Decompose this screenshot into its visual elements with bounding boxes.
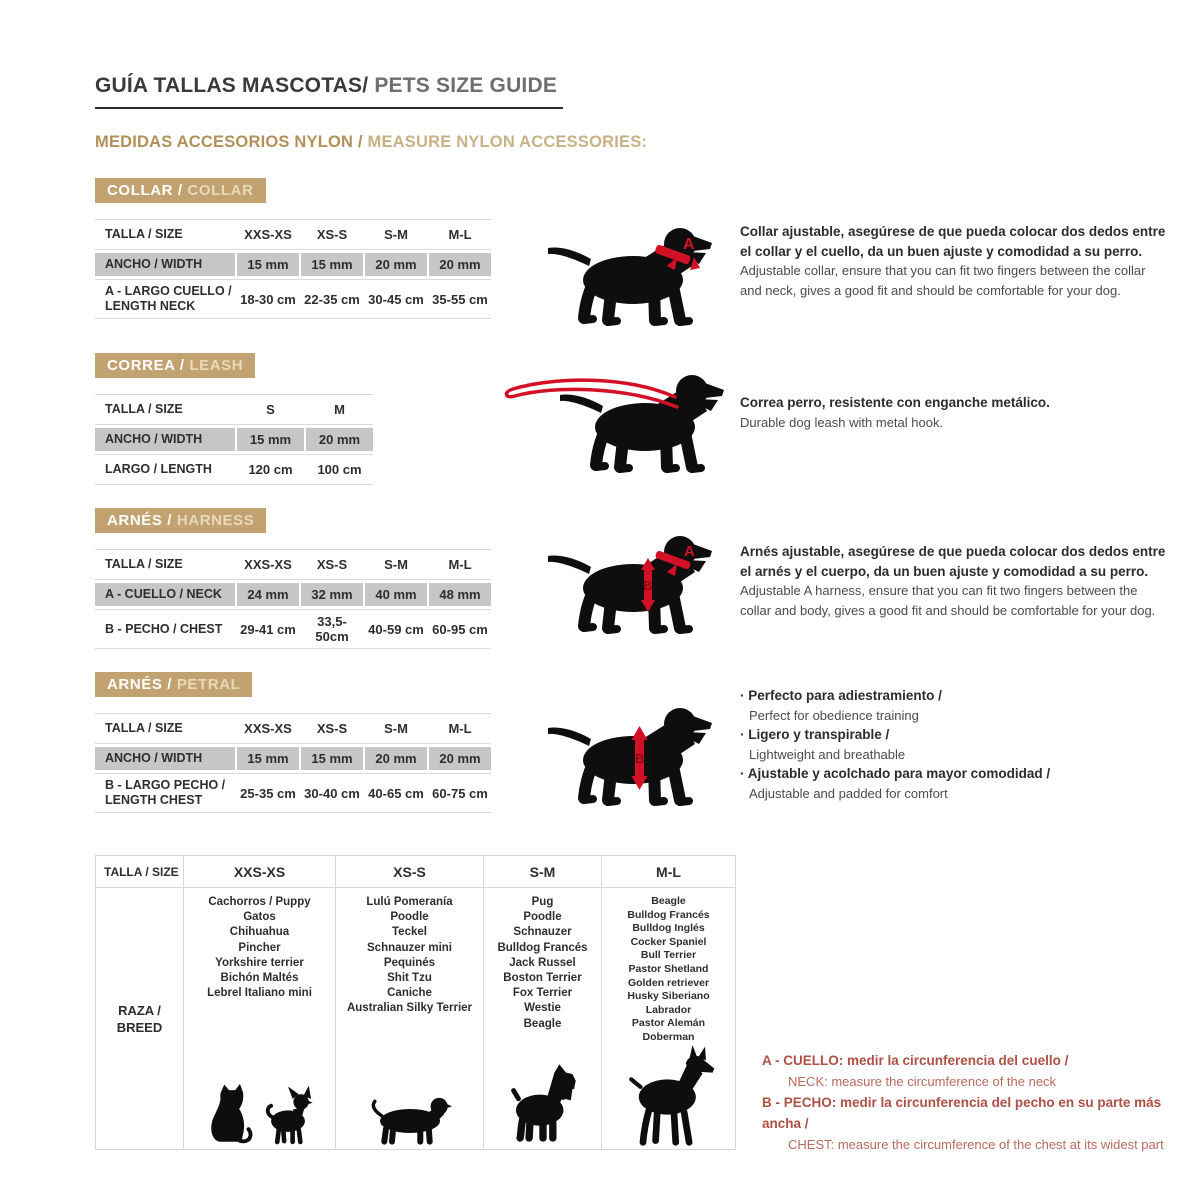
breed-item: Yorkshire terrier	[215, 956, 304, 969]
collar-size-table	[95, 219, 491, 319]
table-header-cell: XXS-XS	[244, 227, 292, 242]
section-harness	[95, 508, 1166, 666]
breeds-header-s-m: S-M	[483, 855, 601, 887]
table-row	[95, 425, 373, 455]
table-cell: 33,5-50cm	[315, 614, 349, 644]
svg-text:A: A	[683, 236, 695, 253]
dog-silhouette	[495, 365, 730, 480]
feature-item: · Ligero y transpirable / Lightweight and breathable	[740, 725, 1160, 764]
table-header-cell: TALLA / SIZE	[105, 227, 183, 241]
table-cell: 20 mm	[365, 747, 429, 770]
row-label: A - CUELLO / NECK	[95, 583, 237, 606]
footnote-b-en: CHEST: measure the circumference of the chest at its widest part	[788, 1137, 1164, 1152]
dog-leash-diagram	[495, 365, 730, 480]
badge-label-en: HARNESS	[176, 512, 255, 529]
breed-item: Westie	[524, 1002, 561, 1015]
breed-item: Pug	[531, 896, 554, 908]
table-cell: 60-75 cm	[432, 785, 488, 801]
breed-item: Lebrel Italiano mini	[207, 987, 312, 1000]
breed-item: Beagle	[523, 1017, 562, 1030]
breeds-cell-xxs-xs	[183, 887, 335, 1149]
breeds-cell-xs-s	[335, 887, 483, 1149]
page-title-es: GUÍA TALLAS MASCOTAS/	[95, 74, 369, 97]
doberman-silhouette	[620, 1045, 718, 1149]
table-cell: 40-65 cm	[368, 785, 424, 801]
breed-item: Bulldog Francés	[627, 908, 710, 921]
table-cell: 20 mm	[429, 253, 491, 276]
table-header-cell: TALLA / SIZE	[105, 721, 183, 735]
table-header-cell: TALLA / SIZE	[105, 402, 183, 416]
badge-label-es: ARNÉS /	[107, 512, 173, 529]
svg-text:B: B	[635, 751, 645, 766]
breed-item: Golden retriever	[627, 976, 710, 989]
leash-description	[740, 393, 1170, 432]
table-row	[95, 455, 373, 485]
chihuahua-silhouette	[260, 1085, 316, 1145]
table-header-row	[95, 549, 491, 580]
row-label: ANCHO / WIDTH	[95, 747, 237, 770]
table-header-cell: M	[334, 402, 345, 417]
page-subtitle-en: MEASURE NYLON ACCESSORIES:	[367, 133, 648, 151]
breeds-header-xxs-xs: XXS-XS	[183, 855, 335, 887]
breeds-row-label	[95, 887, 183, 1149]
table-header-row	[95, 394, 373, 425]
badge-label-en: COLLAR	[187, 182, 254, 199]
table-header-cell: XS-S	[316, 557, 348, 572]
breed-item: Gatos	[243, 911, 276, 924]
dog-harness-diagram	[543, 526, 718, 641]
table-row	[95, 280, 491, 319]
table-cell: 25-35 cm	[240, 785, 296, 801]
table-cell: 15 mm	[301, 253, 365, 276]
breed-item: Bull Terrier	[640, 949, 697, 962]
breed-item: Pequinés	[383, 956, 436, 969]
dog-collar-diagram	[543, 218, 718, 333]
table-header-cell: S-M	[384, 721, 408, 736]
table-header-cell: M-L	[448, 557, 472, 572]
breeds-header-size: TALLA / SIZE	[95, 855, 183, 887]
harness-description-en: Adjustable A harness, ensure that you can fit two fingers between the collar and body, gives a good fit and should be comfortable for your dog.	[740, 583, 1156, 618]
section-collar	[95, 178, 1166, 346]
breed-item: Teckel	[392, 926, 427, 939]
section-badge-petral	[95, 672, 252, 697]
table-row	[95, 250, 491, 280]
collar-description-en: Adjustable collar, ensure that you can fit two fingers between the collar and neck, gives a good fit and should be comfortable for your dog.	[740, 263, 1146, 298]
table-cell: 32 mm	[301, 583, 365, 606]
section-badge-harness	[95, 508, 266, 533]
badge-label-en: LEASH	[189, 357, 244, 374]
table-header-cell: XS-S	[316, 721, 348, 736]
breeds-row-label-es: RAZA /	[118, 1002, 161, 1018]
page-subtitle-es: MEDIDAS ACCESORIOS NYLON /	[95, 133, 363, 151]
table-cell: 20 mm	[306, 428, 373, 451]
header	[95, 74, 647, 152]
table-header-cell: XXS-XS	[244, 721, 292, 736]
m-l-silhouettes	[620, 1045, 718, 1149]
row-label: A - LARGO CUELLO / LENGTH NECK	[105, 284, 232, 313]
section-leash	[95, 353, 1110, 503]
breeds-header-xs-s: XS-S	[335, 855, 483, 887]
table-cell: 18-30 cm	[240, 291, 296, 307]
breed-item: Lulú Pomeranía	[366, 896, 453, 908]
table-cell: 35-55 cm	[432, 291, 488, 307]
table-cell: 15 mm	[301, 747, 365, 770]
table-cell: 60-95 cm	[432, 621, 488, 637]
breeds-cell-s-m	[483, 887, 601, 1149]
petral-size-table	[95, 713, 491, 813]
measurement-footnotes	[762, 1050, 1198, 1155]
table-cell: 120 cm	[248, 462, 293, 477]
breed-item: Cachorros / Puppy	[208, 896, 311, 908]
table-cell: 100 cm	[317, 462, 362, 477]
breeds-row-label-en: BREED	[116, 1019, 163, 1035]
breed-item: Schnauzer mini	[367, 941, 452, 954]
table-header-cell: S-M	[384, 227, 408, 242]
row-label: B - LARGO PECHO / LENGTH CHEST	[105, 778, 226, 807]
petral-feature-list	[740, 686, 1160, 803]
breed-item: Labrador	[645, 1003, 692, 1016]
badge-label-es: COLLAR /	[107, 182, 183, 199]
table-header-cell: XS-S	[316, 227, 348, 242]
cat-silhouette	[204, 1079, 254, 1145]
table-header-cell: S	[266, 402, 275, 417]
xxs-xs-silhouettes	[204, 1079, 316, 1145]
table-cell: 20 mm	[429, 747, 491, 770]
breed-item: Chihuahua	[229, 926, 290, 939]
table-cell: 15 mm	[237, 428, 306, 451]
table-cell: 30-45 cm	[368, 291, 424, 307]
breed-list-xxs-xs	[207, 895, 312, 1001]
footnote-b-es: B - PECHO: medir la circunferencia del pecho en su parte más ancha /	[762, 1095, 1162, 1131]
breed-item: Cocker Spaniel	[630, 935, 707, 948]
table-cell: 22-35 cm	[304, 291, 360, 307]
breed-list-s-m	[497, 895, 587, 1032]
section-badge-collar	[95, 178, 266, 203]
breed-item: Doberman	[642, 1030, 695, 1043]
breed-item: Pastor Shetland	[628, 962, 709, 975]
table-row	[95, 744, 491, 774]
feature-item: · Ajustable y acolchado para mayor comodidad / Adjustable and padded for comfort	[740, 764, 1160, 803]
table-cell: 40-59 cm	[368, 621, 424, 637]
dog-petral-diagram	[543, 698, 718, 813]
table-header-row	[95, 219, 491, 250]
breed-item: Husky Siberiano	[627, 990, 710, 1003]
table-row	[95, 774, 491, 813]
table-header-row	[95, 713, 491, 744]
harness-description	[740, 542, 1170, 620]
row-label: B - PECHO / CHEST	[105, 621, 223, 636]
breeds-table	[95, 855, 736, 1150]
xs-s-silhouettes	[367, 1085, 453, 1145]
table-cell: 15 mm	[237, 747, 301, 770]
dog-silhouette	[543, 526, 718, 641]
breed-item: Bulldog Francés	[497, 941, 588, 954]
breed-list-m-l	[627, 895, 709, 1045]
badge-label-es: ARNÉS /	[107, 676, 173, 693]
table-header-cell: M-L	[448, 721, 472, 736]
row-label: LARGO / LENGTH	[105, 462, 212, 476]
table-header-cell: S-M	[384, 557, 408, 572]
row-label: ANCHO / WIDTH	[95, 428, 237, 451]
dog-silhouette	[543, 698, 718, 813]
breed-item: Poodle	[390, 911, 429, 924]
breed-item: Australian Silky Terrier	[346, 1002, 473, 1015]
table-cell: 15 mm	[237, 253, 301, 276]
svg-text:B: B	[643, 578, 653, 593]
harness-description-es: Arnés ajustable, asegúrese de que pueda colocar dos dedos entre el arnés y el cuerpo, da un buen ajuste y comodidad a su perro.	[740, 544, 1166, 579]
collar-description	[740, 222, 1170, 300]
breed-item: Beagle	[651, 895, 686, 907]
badge-label-en: PETRAL	[176, 676, 241, 693]
page-title-en: PETS SIZE GUIDE	[374, 74, 558, 97]
section-badge-leash	[95, 353, 255, 378]
dog-silhouette	[543, 218, 718, 333]
breed-item: Schnauzer	[513, 926, 572, 939]
breed-list-xs-s	[347, 895, 472, 1017]
table-header-cell: TALLA / SIZE	[105, 557, 183, 571]
row-label: ANCHO / WIDTH	[95, 253, 237, 276]
breed-item: Poodle	[523, 911, 562, 924]
breed-item: Pastor Alemán	[631, 1017, 706, 1030]
page-subtitle	[95, 133, 647, 152]
table-cell: 48 mm	[429, 583, 491, 606]
leash-description-en: Durable dog leash with metal hook.	[740, 414, 944, 430]
breeds-cell-m-l	[601, 887, 735, 1149]
breed-item: Caniche	[387, 987, 432, 1000]
leash-size-table	[95, 394, 373, 485]
s-m-silhouettes	[507, 1059, 579, 1145]
badge-label-es: CORREA /	[107, 357, 185, 374]
table-cell: 20 mm	[365, 253, 429, 276]
collar-description-es: Collar ajustable, asegúrese de que pueda colocar dos dedos entre el collar y el cuello, da un buen ajuste y comodidad a su perro.	[740, 224, 1166, 259]
svg-text:A: A	[684, 543, 695, 560]
table-cell: 40 mm	[365, 583, 429, 606]
table-cell: 30-40 cm	[304, 785, 360, 801]
table-row	[95, 580, 491, 610]
breed-item: Boston Terrier	[503, 972, 582, 985]
schnauzer-silhouette	[507, 1059, 579, 1145]
breed-item: Shit Tzu	[387, 972, 432, 985]
table-header-cell: M-L	[448, 227, 472, 242]
harness-size-table	[95, 549, 491, 649]
section-petral	[95, 672, 1110, 842]
feature-item: · Perfecto para adiestramiento / Perfect for obedience training	[740, 686, 1160, 725]
breeds-header-m-l: M-L	[601, 855, 735, 887]
breed-item: Bulldog Inglés	[632, 922, 705, 935]
page-title	[95, 74, 563, 109]
breed-item: Fox Terrier	[512, 987, 573, 1000]
footnote-a-es: A - CUELLO: medir la circunferencia del cuello /	[762, 1053, 1069, 1068]
breed-item: Bichón Maltés	[220, 972, 299, 985]
breed-item: Pincher	[238, 941, 281, 954]
footnote-a-en: NECK: measure the circumference of the neck	[788, 1074, 1057, 1089]
leash-description-es: Correa perro, resistente con enganche metálico.	[740, 395, 1050, 410]
table-cell: 24 mm	[237, 583, 301, 606]
table-header-cell: XXS-XS	[244, 557, 292, 572]
table-cell: 29-41 cm	[240, 621, 296, 637]
table-row	[95, 610, 491, 649]
dachshund-silhouette	[367, 1085, 453, 1145]
breed-item: Jack Russel	[509, 956, 576, 969]
